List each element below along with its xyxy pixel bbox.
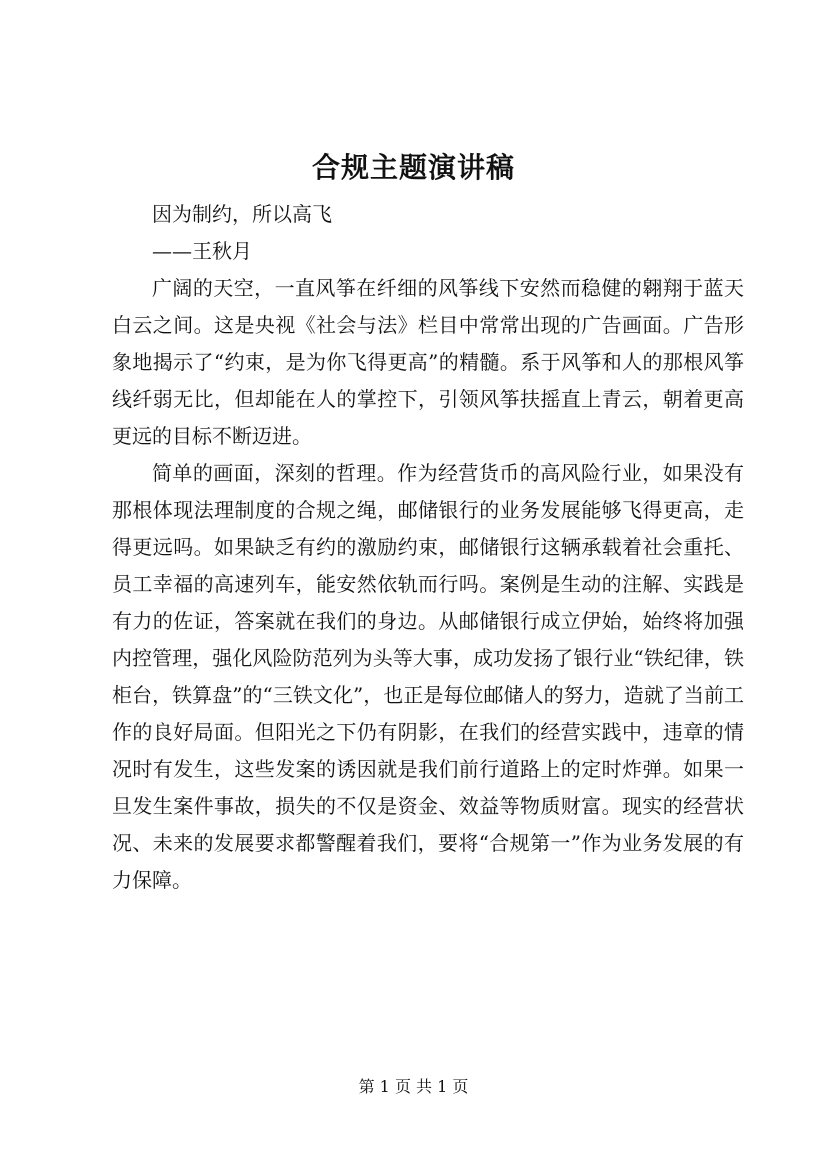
- paragraph-1: 广阔的天空，一直风筝在纤细的风筝线下安然而稳健的翱翔于蓝天白云之间。这是央视《社会与法》栏目中常常出现的广告画面。广告形象地揭示了“约束，是为你飞得更高”的精髓。系于风筝和人的那根风筝线纤弱无比，但却能在人的掌控下，引领风筝扶摇直上青云，朝着更高更远的目标不断迈进。: [112, 276, 744, 448]
- author-line: ——王秋月: [152, 239, 252, 263]
- paragraph-2: 简单的画面，深刻的哲理。作为经营货币的高风险行业，如果没有那根体现法理制度的合规之绳，邮储银行的业务发展能够飞得更高，走得更远吗。如果缺乏有约的激励约束，邮储银行这辆承载着社会重托、员工幸福的高速列车，能安然依轨而行吗。案例是生动的注解、实践是有力的佐证，答案就在我们的身边。从邮储银行成立伊始，始终将加强内控管理，强化风险防范列为头等大事，成功发扬了银行业“铁纪律，铁柜台，铁算盘”的“三铁文化”，也正是每位邮储人的努力，造就了当前工作的良好局面。但阳光之下仍有阴影，在我们的经营实践中，违章的情况时有发生，这些发案的诱因就是我们前行道路上的定时炸弹。如果一旦发生案件事故，损失的不仅是资金、效益等物质财富。现实的经营状况、未来的发展要求都警醒着我们，要将“合规第一”作为业务发展的有力保障。: [112, 461, 744, 892]
- subtitle-line: 因为制约，所以高飞: [152, 202, 332, 226]
- document-title: 合规主题演讲稿: [311, 151, 515, 184]
- document-body: [112, 196, 744, 899]
- page-footer: 第 1 页 共 1 页: [358, 1077, 469, 1096]
